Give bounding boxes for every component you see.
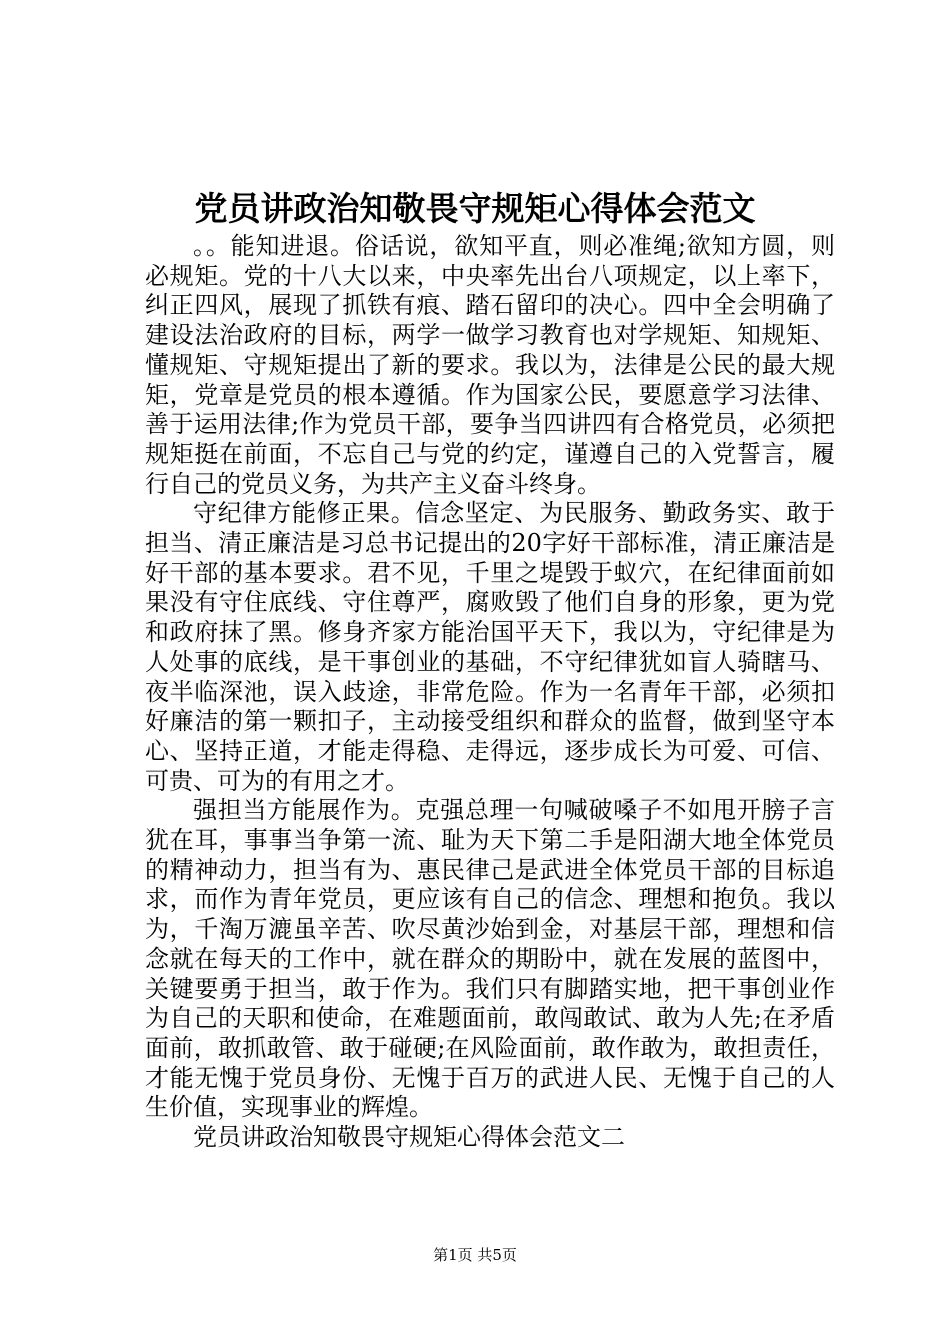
document-body: [145, 232, 835, 1153]
paragraph-4-subtitle: 党员讲政治知敬畏守规矩心得体会范文二: [193, 1123, 625, 1152]
paragraph-2: 守纪律方能修正果。信念坚定、为民服务、勤政务实、敢于担当、清正廉洁是习总书记提出的20字好干部标准，清正廉洁是好干部的基本要求。君不见，千里之堤毁于蚁穴，在纪律面前如果没有守住底线、守住尊严，腐败毁了他们自身的形象，更为党和政府抹了黑。修身齐家方能治国平天下，我以为，守纪律是为人处事的底线，是干事创业的基础，不守纪律犹如盲人骑瞎马、夜半临深池，误入歧途，非常危险。作为一名青年干部，必须扣好廉洁的第一颗扣子，主动接受组织和群众的监督，做到坚守本心、坚持正道，才能走得稳、走得远，逐步成长为可爱、可信、可贵、可为的有用之才。: [145, 499, 835, 795]
paragraph-3: 强担当方能展作为。克强总理一句喊破嗓子不如甩开膀子言犹在耳，事事当争第一流、耻为天下第二手是阳湖大地全体党员的精神动力，担当有为、惠民律己是武进全体党员干部的目标追求，而作为青年党员，更应该有自己的信念、理想和抱负。我以为，千淘万漉虽辛苦、吹尽黄沙始到金，对基层干部，理想和信念就在每天的工作中，就在群众的期盼中，就在发展的蓝图中，关键要勇于担当，敢于作为。我们只有脚踏实地，把干事创业作为自己的天职和使命，在难题面前，敢闯敢试、敢为人先;在矛盾面前，敢抓敢管、敢于碰硬;在风险面前，敢作敢为，敢担责任，才能无愧于党员身份、无愧于百万的武进人民、无愧于自己的人生价值，实现事业的辉煌。: [145, 796, 835, 1122]
document-title: 党员讲政治知敬畏守规矩心得体会范文: [194, 189, 756, 228]
page-footer: 第1页 共5页: [433, 1246, 517, 1264]
paragraph-1: 。。能知进退。俗话说，欲知平直，则必准绳;欲知方圆，则必规矩。党的十八大以来，中央率先出台八项规定，以上率下，纠正四风，展现了抓铁有痕、踏石留印的决心。四中全会明确了建设法治政府的目标，两学一做学习教育也对学规矩、知规矩、懂规矩、守规矩提出了新的要求。我以为，法律是公民的最大规矩，党章是党员的根本遵循。作为国家公民，要愿意学习法律、善于运用法律;作为党员干部，要争当四讲四有合格党员，必须把规矩挺在前面，不忘自己与党的约定，谨遵自己的入党誓言，履行自己的党员义务，为共产主义奋斗终身。: [145, 232, 835, 498]
